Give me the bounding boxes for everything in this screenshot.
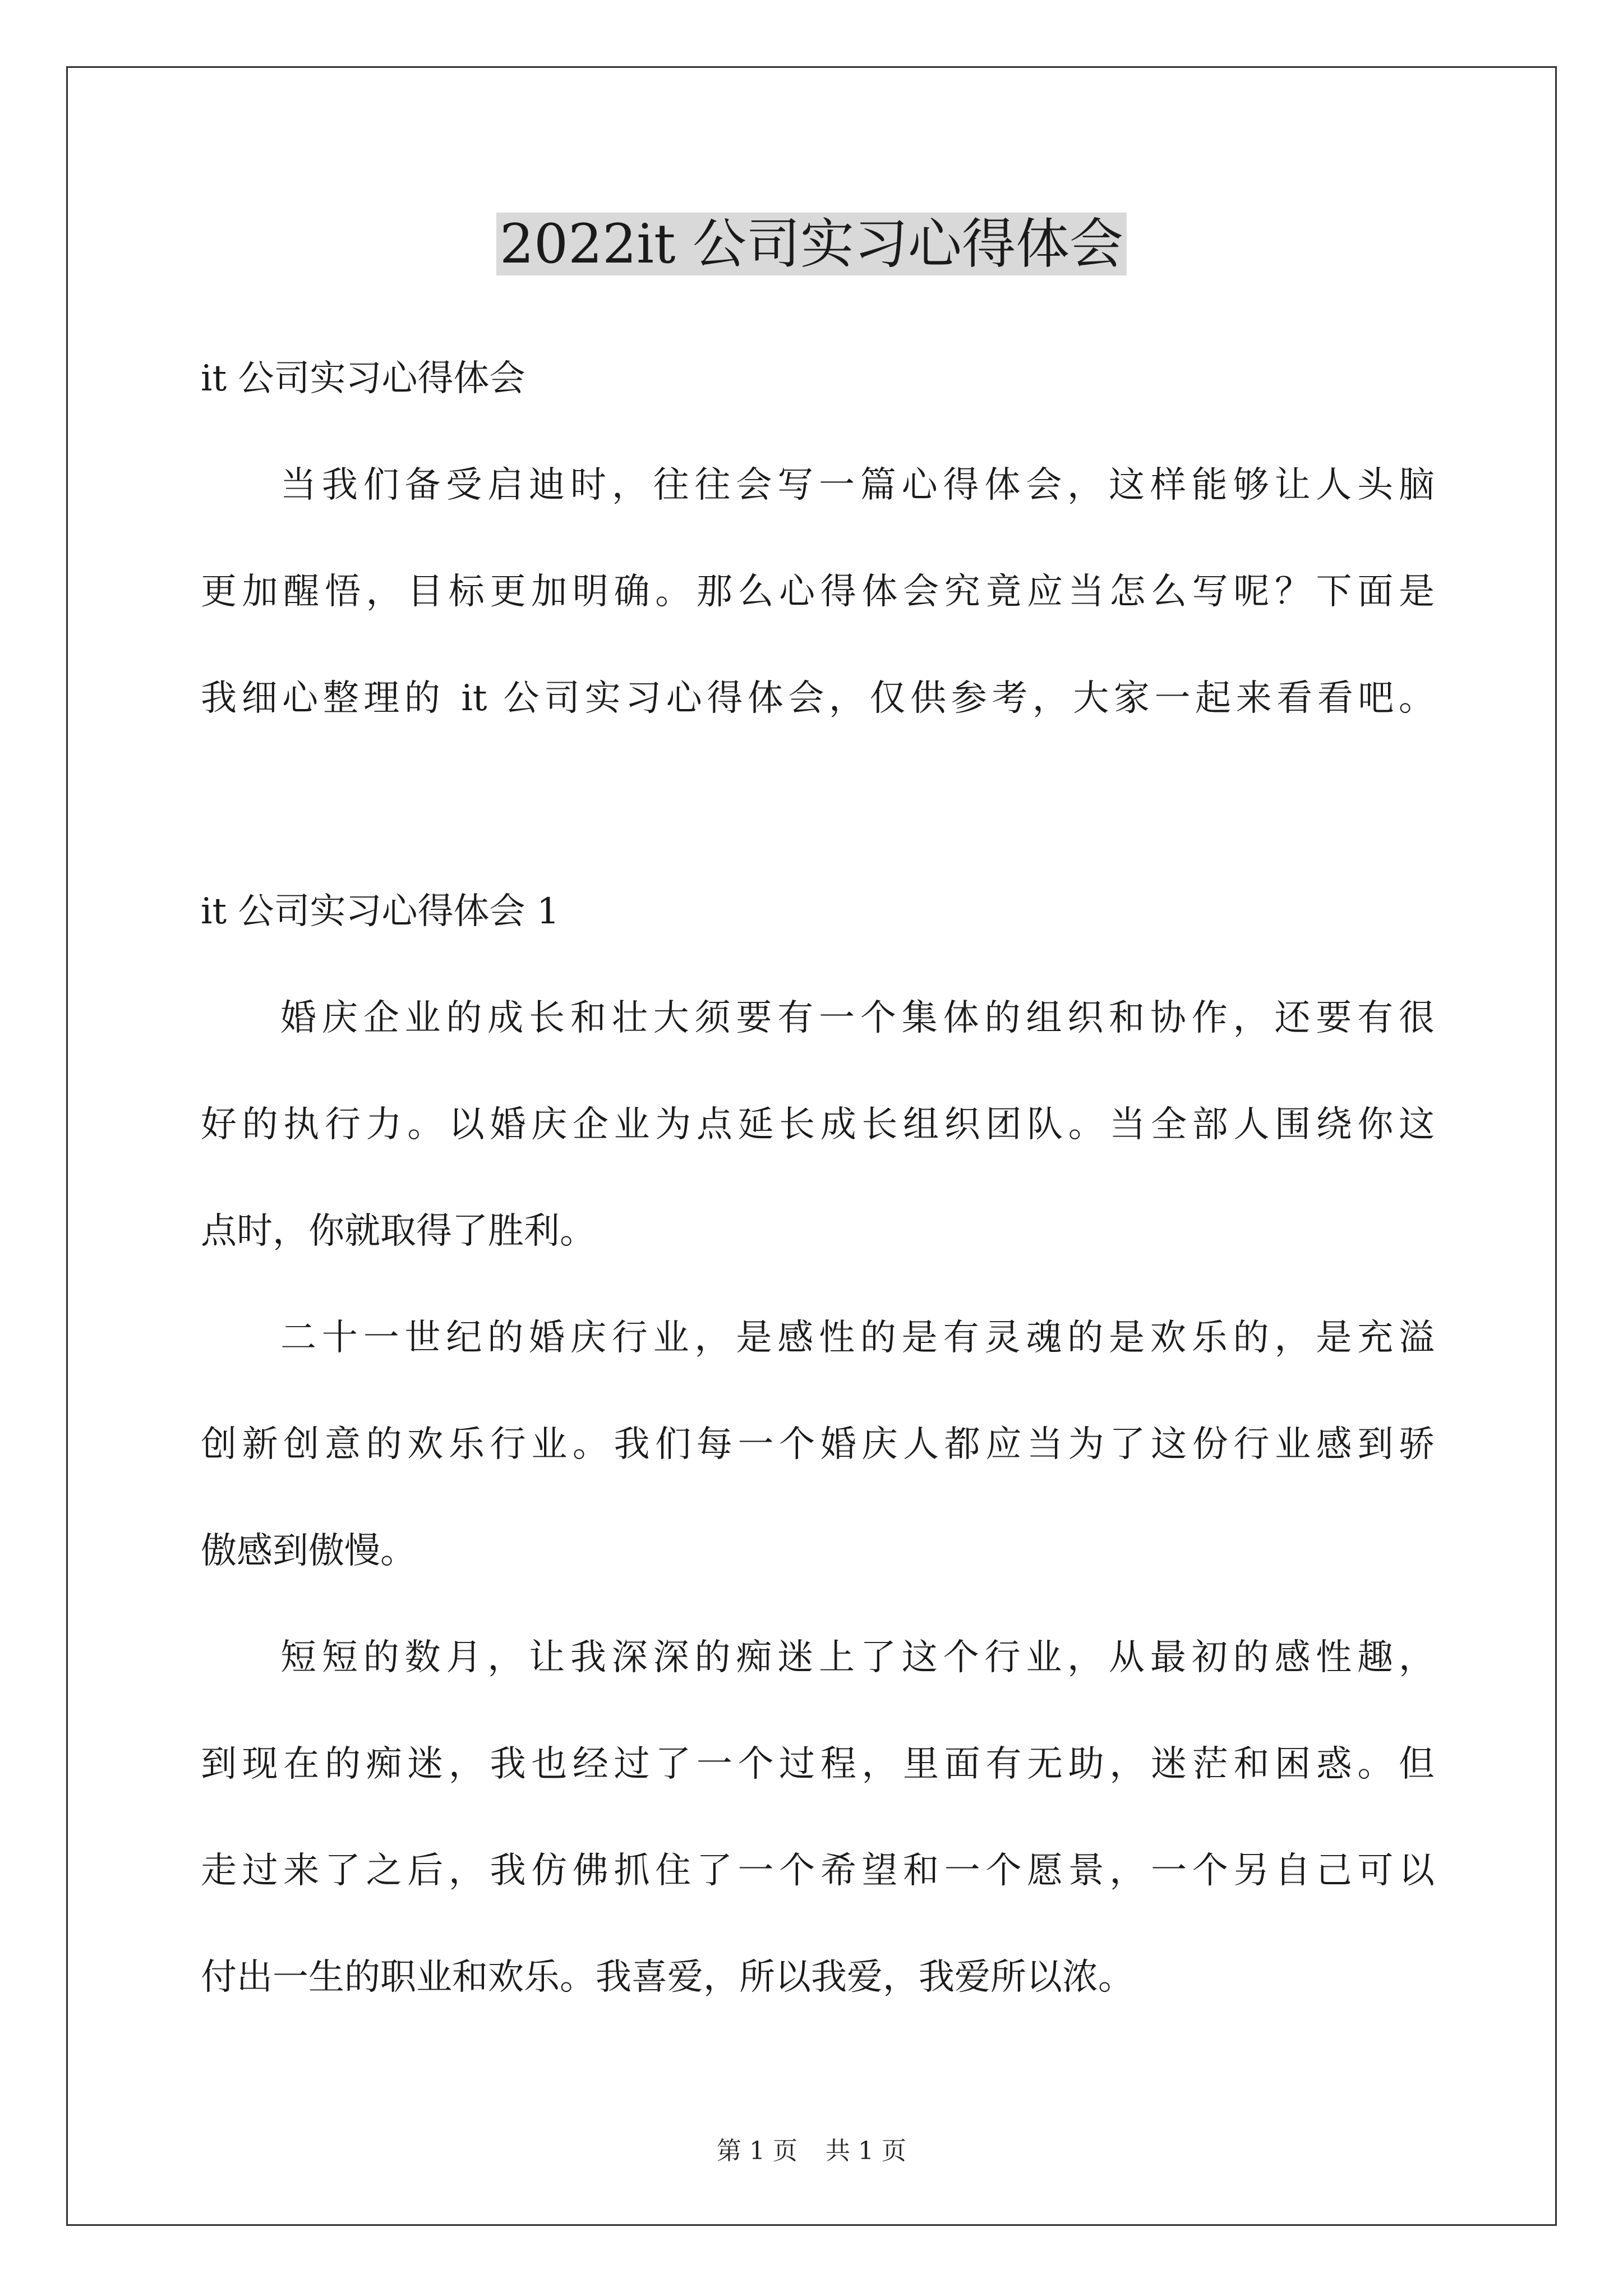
paragraph-line: 傲感到傲慢。 [201,1530,416,1572]
paragraph-line: 好的执行力。以婚庆企业为点延长成长组织团队。当全部人围绕你这 [201,1104,1435,1145]
paragraph-line: 更加醒悟，目标更加明确。那么心得体会究竟应当怎么写呢？下面是 [201,571,1435,613]
title-highlight: 2022it 公司实习心得体会 [496,213,1127,275]
paragraph-line: 付出一生的职业和欢乐。我喜爱，所以我爱，我爱所以浓。 [201,1957,1134,1998]
paragraph-line: 婚庆企业的成长和壮大须要有一个集体的组织和协作，还要有很 [280,997,1435,1039]
paragraph-line: 点时，你就取得了胜利。 [201,1211,596,1252]
document-title [0,199,1623,289]
paragraph-line: 到现在的痴迷，我也经过了一个过程，里面有无助，迷茫和困惑。但 [201,1743,1435,1785]
page-footer [0,2134,1623,2168]
paragraph-line: 我细心整理的 it 公司实习心得体会，仅供参考，大家一起来看看吧。 [201,678,1435,719]
page-number: 第 1 页 [717,2137,797,2165]
paragraph-line: 短短的数月，让我深深的痴迷上了这个行业，从最初的感性趣， [280,1637,1435,1678]
section-heading: it 公司实习心得体会 [201,358,525,399]
paragraph-line: 创新创意的欢乐行业。我们每一个婚庆人都应当为了这份行业感到骄 [201,1424,1435,1465]
paragraph-line: 走过来了之后，我仿佛抓住了一个希望和一个愿景，一个另自己可以 [201,1850,1435,1892]
page-total: 共 1 页 [826,2137,906,2165]
paragraph-line: 二十一世纪的婚庆行业，是感性的是有灵魂的是欢乐的，是充溢 [280,1317,1435,1359]
section-heading: it 公司实习心得体会 1 [201,891,560,932]
paragraph-line: 当我们备受启迪时，往往会写一篇心得体会，这样能够让人头脑 [280,464,1435,506]
